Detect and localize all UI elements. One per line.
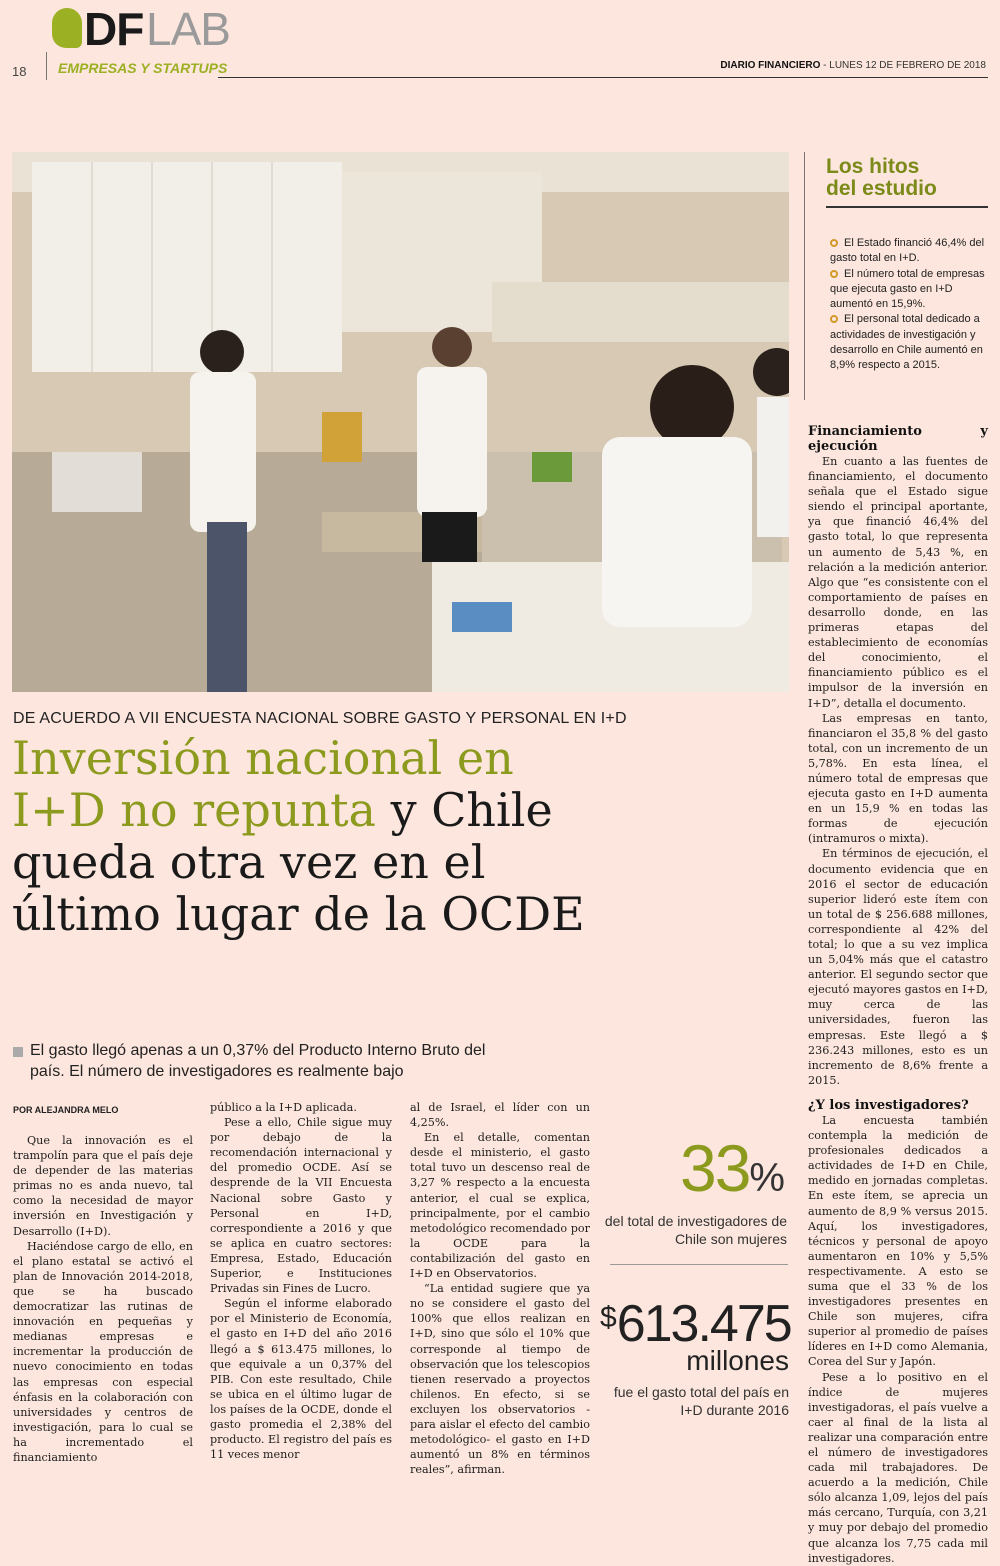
stat-spend-number: 613.475 — [616, 1295, 791, 1353]
bullet-icon — [830, 239, 838, 247]
headline — [12, 732, 612, 940]
body-column-2 — [210, 1100, 392, 1462]
header-divider — [46, 52, 47, 80]
issue-date: - LUNES 12 DE FEBRERO DE 2018 — [823, 60, 986, 71]
stat-spend-caption: fue el gasto total del país en I+D durante 2016 — [613, 1384, 789, 1418]
sidebar-rule — [804, 152, 805, 400]
sidebar-title — [826, 156, 937, 200]
sidebar-list — [830, 236, 990, 374]
stat-spend-value — [600, 1290, 789, 1352]
stat-women-caption: del total de investigadores de Chile son mujeres — [604, 1213, 787, 1247]
paragraph: Pese a lo positivo en el índice de mujeres investigadoras, el país vuelve a caer al final de la lista al realizar una comparación entre el número de investigadores cada mil trabajadores. De acuerdo a la medición, Chile sólo alcanza 1,09, lejos del país más cercano, Turquía, con 3,21 y muy por debajo del promedio que alcanza los 7,75 cada mil investigadores. — [808, 1370, 988, 1565]
paragraph: Haciéndose cargo de ello, en el plano estatal se activó el plan de Innovación 2014-2018, que se ha buscado democratizar las rutinas de innovación en pequeñas y medianas empresas e incrementar la producción de nuevo conocimiento en todas las empresas con especial énfasis en la colaboración con universidades y centros de investigación, para lo cual se ha incrementado el financiamiento — [13, 1239, 193, 1464]
byline: POR ALEJANDRA MELO — [13, 1105, 119, 1115]
headline-rest: y Chile queda otra vez en el último lugar de la OCDE — [12, 783, 585, 941]
body-column-3 — [410, 1100, 590, 1477]
body-column-1 — [13, 1133, 193, 1465]
section-label: EMPRESAS Y STARTUPS — [58, 60, 228, 76]
stat-women-unit: % — [749, 1156, 785, 1200]
lab-photo — [12, 152, 789, 692]
logo-lab: LAB — [146, 3, 230, 55]
right-column — [808, 424, 988, 1566]
paragraph: Pese a ello, Chile sigue muy por debajo de la recomendación internacional y del promedio OCDE. Así se desprende de la VII Encuesta Nacional sobre Gasto y Personal en I+D, correspondiente a 2016 y que se aplica en cuatro sectores: Empresa, Estado, Educación Superior, e Instituciones Privadas sin Fines de Lucro. — [210, 1116, 392, 1296]
lab-photo-illustration — [12, 152, 789, 692]
sidebar-title-line2: del estudio — [826, 177, 937, 200]
list-item-text: El Estado financió 46,4% del gasto total en I+D. — [830, 237, 985, 265]
lead: El gasto llegó apenas a un 0,37% del Producto Interno Bruto del país. El número de investigadores es realmente bajo — [30, 1042, 486, 1080]
paragraph: público a la I+D aplicada. — [210, 1101, 357, 1114]
subhead-financiamiento: Financiamiento y ejecución — [808, 424, 988, 454]
stat-spend-currency: $ — [600, 1301, 615, 1334]
paragraph: Según el informe elaborado por el Ministerio de Economía, el gasto en I+D del año 2016 llegó a $ 613.475 millones, lo que equivale a un 0,37% del PIB. Con este resultado, Chile se ubica en el último lugar de los países de la OCDE, donde el gasto promedia el 2,38% del producto. El registro del país es 11 veces menor — [210, 1297, 392, 1462]
list-item-text: El personal total dedicado a actividades de investigación y desarrollo en Chile aumentó en 8,9% respecto a 2015. — [830, 313, 983, 372]
paragraph: En el detalle, comentan desde el ministerio, el gasto total tuvo un descenso real de 3,27 % respecto a la encuesta anterior, el cual se explica, principalmente, por el cambio metodológico recomendado por la OCDE para la contabilización del gasto en I+D en Observatorios. — [410, 1131, 590, 1281]
paragraph: “La entidad sugiere que ya no se considere el gasto del 100% que ellos realizan en I+D, sino que sólo el 10% que corresponde al tiempo de observación que los telescopios tienen reservado a proyectos chilenos. En efecto, si se excluyen los observatorios -para aislar el efecto del cambio metodológico- el gasto en I+D aumentó un 8% en términos reales”, afirman. — [410, 1282, 590, 1477]
list-item — [830, 312, 990, 373]
stat-spend-unit: millones — [686, 1345, 789, 1376]
list-item — [830, 267, 990, 313]
paragraph: al de Israel, el líder con un 4,25%. — [410, 1101, 590, 1130]
stat-divider — [610, 1264, 788, 1265]
subhead-investigadores: ¿Y los investigadores? — [808, 1097, 969, 1113]
bullet-icon — [830, 270, 838, 278]
kicker: DE ACUERDO A VII ENCUESTA NACIONAL SOBRE GASTO Y PERSONAL EN I+D — [13, 710, 627, 727]
stat-women-value — [600, 1133, 785, 1213]
paragraph: Que la innovación es el trampolín para que el país deje de depender de las materias primas no es anda nuevo, tal como la necesidad de mayor inversión en Investigación y Desarrollo (I+D). — [13, 1134, 193, 1238]
bullet-icon — [830, 315, 838, 323]
logo-df: DF — [84, 3, 144, 55]
stat-women-number: 33 — [680, 1131, 750, 1205]
paragraph: Las empresas en tanto, financiaron el 35,8 % del gasto total, con un incremento de un 5,78%. En esta línea, el número total de empresas que ejecuta gasto en I+D aumenta en un 15,9 % en todas las formas de ejecución (intramuros o mixta). — [808, 711, 988, 846]
publication-name: DIARIO FINANCIERO — [720, 60, 821, 71]
paragraph: En cuanto a las fuentes de financiamiento, el documento señala que el Estado sigue siendo el principal aportante, ya que financió 46,4% del gasto total, lo que representa un aumento de 5,43 %, en relación a la medición anterior. Algo que “es consistente con el comportamiento de países en desarrollo donde, en las primeras etapas del establecimiento de economías del conocimiento, el financiamiento público es el impulsor de la inversión en I+D”, detalla el documento. — [808, 455, 988, 710]
sidebar-title-underline — [826, 206, 988, 208]
paragraph: La encuesta también contempla la medición de profesionales dedicados a actividades de I+D en Chile, medido en jornadas completas. En este ítem, se aprecia un aumento de 8,9 % versus 2015. Aquí, los investigadores, técnicos y personal de apoyo aumentaron en 10% y 5,5% respectivamente. A esto se suma que el 33 % de los investigadores presentes en Chile son mujeres, cifra superior al promedio de países líderes en I+D como Alemania, Corea del Sur y Japón. — [808, 1113, 988, 1369]
masthead — [720, 60, 986, 71]
headline-highlight: Inversión nacional en I+D no repunta — [12, 731, 514, 837]
paragraph: En términos de ejecución, el documento evidencia que en 2016 el sector de educación superior lideró este ítem con un total de $ 256.688 millones, correspondiente al 42% del total; lo que a su vez implica un 5,04% más que el catastro anterior. El segundo sector que ejecutó mayores gastos en I+D, muy cerca de las universidades, fueron las empresas. Este llegó a $ 236.243 millones, esto es un incremento de 8,6% frente a 2015. — [808, 847, 988, 1087]
list-item — [830, 236, 990, 267]
list-item-text: El número total de empresas que ejecuta gasto en I+D aumentó en 15,9%. — [830, 267, 985, 311]
header-rule — [218, 77, 988, 78]
logo-head-icon — [52, 8, 82, 48]
sidebar-title-line1: Los hitos — [826, 155, 920, 178]
page-number: 18 — [12, 64, 27, 79]
lead-bullet-icon — [13, 1047, 23, 1057]
